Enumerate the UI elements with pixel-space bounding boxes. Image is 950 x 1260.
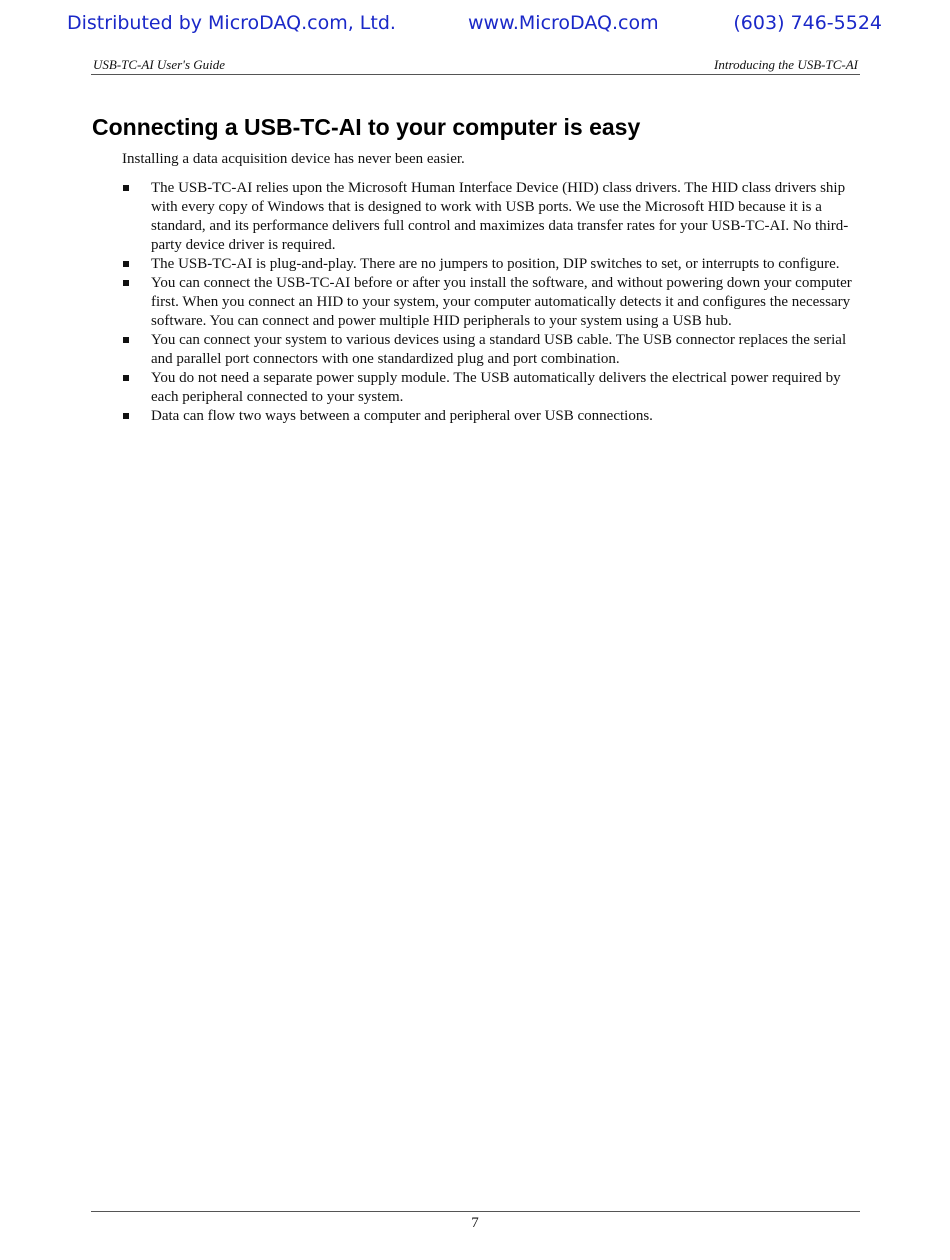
bullet-item bbox=[122, 274, 857, 331]
bullet-item bbox=[122, 331, 857, 369]
bullet-item bbox=[122, 369, 857, 407]
bullet-text: The USB-TC-AI is plug-and-play. There are no jumpers to position, DIP switches to set, or interrupts to configure. bbox=[151, 256, 840, 272]
distributor-banner bbox=[0, 10, 950, 40]
distributor-url-link[interactable]: www.MicroDAQ.com bbox=[468, 12, 659, 34]
bullet-text: The USB-TC-AI relies upon the Microsoft Human Interface Device (HID) class drivers. The HID class drivers ship with every copy of Windows that is designed to work with USB ports. We use the Microsoft HID because it is a standard, and its performance delivers full control and maximizes data transfer rates for your USB-TC-AI. No third-party device driver is required. bbox=[151, 180, 849, 253]
distributor-name: Distributed by MicroDAQ.com, Ltd. bbox=[67, 12, 396, 34]
bullet-text: Data can flow two ways between a computer and peripheral over USB connections. bbox=[151, 408, 653, 424]
page-number: 7 bbox=[471, 1215, 479, 1231]
section-title: Connecting a USB-TC-AI to your computer is easy bbox=[92, 114, 641, 140]
square-bullet-icon bbox=[123, 280, 129, 286]
square-bullet-icon bbox=[123, 375, 129, 381]
header-guide-title: USB-TC-AI User's Guide bbox=[93, 57, 226, 72]
bullet-text: You can connect the USB-TC-AI before or after you install the software, and without powering down your computer first. When you connect an HID to your system, your computer automatically detects it and configures the necessary software. You can connect and power multiple HID peripherals to your system using a USB hub. bbox=[151, 275, 852, 329]
bullet-item bbox=[122, 407, 857, 426]
running-header bbox=[91, 57, 860, 75]
intro-paragraph: Installing a data acquisition device has never been easier. bbox=[122, 151, 465, 167]
bullet-item bbox=[122, 255, 857, 274]
square-bullet-icon bbox=[123, 413, 129, 419]
square-bullet-icon bbox=[123, 185, 129, 191]
header-chapter-title: Introducing the USB-TC-AI bbox=[714, 57, 858, 72]
bullet-text: You do not need a separate power supply module. The USB automatically delivers the electrical power required by each peripheral connected to your system. bbox=[151, 370, 841, 405]
feature-bullet-list bbox=[122, 179, 857, 426]
bullet-text: You can connect your system to various devices using a standard USB cable. The USB connector replaces the serial and parallel port connectors with one standardized plug and port combination. bbox=[151, 332, 847, 367]
footer-divider bbox=[91, 1211, 860, 1212]
distributor-phone: (603) 746-5524 bbox=[733, 12, 882, 34]
square-bullet-icon bbox=[123, 261, 129, 267]
square-bullet-icon bbox=[123, 337, 129, 343]
bullet-item bbox=[122, 179, 857, 255]
